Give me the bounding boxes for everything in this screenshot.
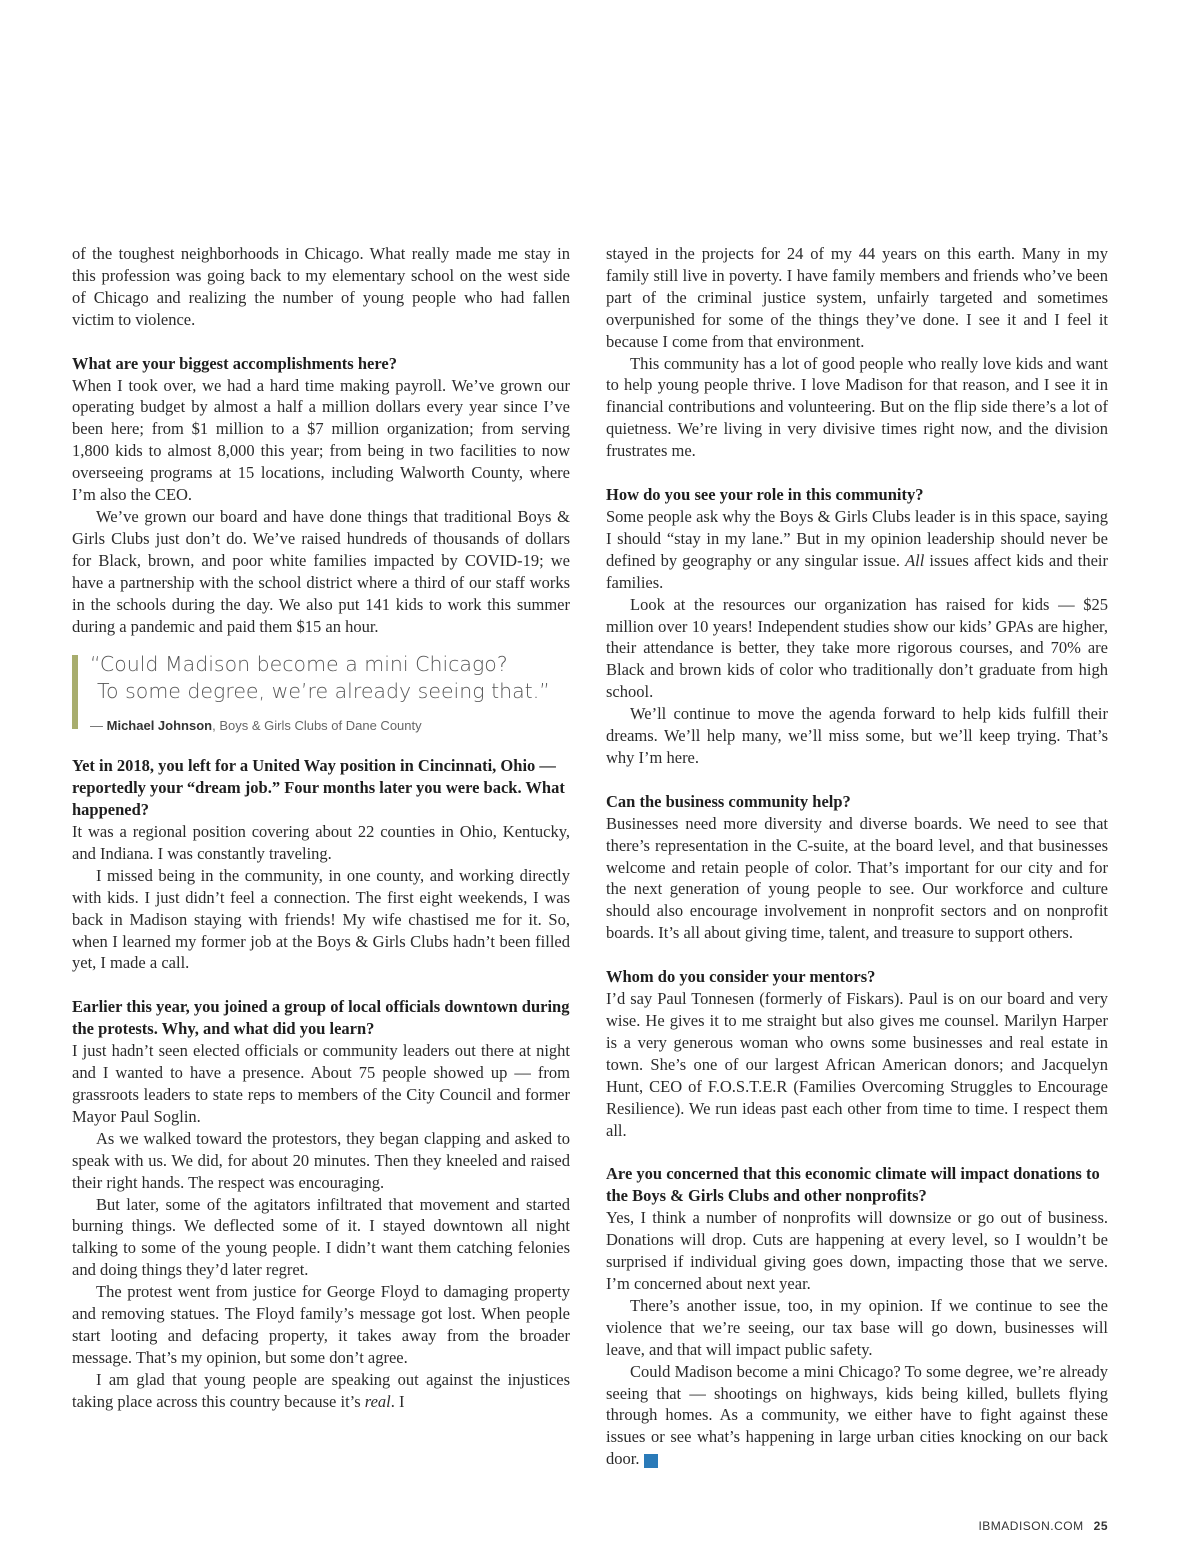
paragraph: I just hadn’t seen elected officials or community leaders out there at night and I wanted to have a presence. About 75 people showed up — from grassroots leaders to state reps to members of the City Council and former Mayor Paul Soglin. xyxy=(72,1041,570,1126)
pull-quote-bar xyxy=(72,655,78,729)
paragraph: Yes, I think a number of nonprofits will downsize or go out of business. Donations will drop. Cuts are happening at every level, so I wouldn’t be surprised if individual giving goes down, impacting those that we serve. I’m concerned about next year. xyxy=(606,1208,1108,1293)
paragraph: I am glad that young people are speaking out against the injustices taking place across this country because it’s real. I xyxy=(72,1369,570,1411)
paragraph: As we walked toward the protestors, they began clapping and asked to speak with us. We did, for about 20 minutes. Then they kneeled and raised their right hands. The respect was encouraging. xyxy=(72,1128,570,1192)
question-heading: Can the business community help? xyxy=(606,791,851,811)
paragraph: of the toughest neighborhoods in Chicago. What really made me stay in this profession was going back to my elementary school on the west side of Chicago and realizing the number of young people who had fallen victim to violence. xyxy=(72,244,570,329)
pull-quote-attribution: — Michael Johnson, Boys & Girls Clubs of Dane County xyxy=(90,718,422,734)
attribution-name: Michael Johnson xyxy=(106,718,213,734)
question-heading: Are you concerned that this economic climate will impact donations to the Boys & Girls Clubs and other nonprofits? xyxy=(606,1164,1100,1206)
paragraph: But later, some of the agitators infiltrated that movement and started burning things. We deflected some of it. I stayed downtown all night talking to some of the young people. I didn’t want them catching felonies and doing things they’d later regret. xyxy=(72,1194,570,1280)
paragraph: When I took over, we had a hard time making payroll. We’ve grown our operating budget by almost a half a million dollars every year since I’ve been here; from $1 million to a $7 million organization; from serving 1,800 kids to almost 8,000 this year; from being in two facilities to now overseeing programs at 15 locations, including Walworth County, where I’m also the CEO. xyxy=(72,375,570,505)
question-heading: How do you see your role in this community? xyxy=(606,485,924,505)
pull-quote-line: “Could Madison become a mini Chicago? xyxy=(90,652,508,677)
ib-logo-icon: IB xyxy=(644,1454,658,1468)
page-footer xyxy=(978,1519,1108,1533)
question-heading: Whom do you consider your mentors? xyxy=(606,967,876,987)
paragraph: It was a regional position covering about 22 counties in Ohio, Kentucky, and Indiana. I was constantly traveling. xyxy=(72,822,570,863)
paragraph: There’s another issue, too, in my opinion. If we continue to see the violence that we’re seeing, our tax base will go down, businesses will leave, and that will impact public safety. xyxy=(606,1295,1108,1359)
page-number: 25 xyxy=(1093,1519,1108,1533)
paragraph: This community has a lot of good people who really love kids and want to help young people thrive. I love Madison for that reason, and I see it in financial contributions and volunteering. But on the flip side there’s a lot of quietness. We’re living in very divisive times right now, and the division frustrates me. xyxy=(606,353,1108,461)
paragraph: Look at the resources our organization has raised for kids — $25 million over 10 years! Independent studies show our kids’ GPAs are higher, their attendance is better, they take more rigorous courses, and 70% are Black and brown kids of color who traditionally don’t graduate from high school. xyxy=(606,594,1108,702)
paragraph: Could Madison become a mini Chicago? To some degree, we’re already seeing that — shootings on highways, kids being killed, bullets flying through homes. As a community, we either have to fight against these issues or see what’s happening in large urban cities knocking on our back door. IB xyxy=(606,1361,1108,1469)
paragraph: Businesses need more diversity and diverse boards. We need to see that there’s representation in the C-suite, at the board level, and that businesses welcome and retain people of color. That’s important for our city and for the next generation of young people to see. Our workforce and culture should also encourage involvement in nonprofit sectors and on nonprofit boards. It’s all about giving time, talent, and treasure to support others. xyxy=(606,813,1108,943)
pull-quote-text xyxy=(90,651,570,705)
attribution-org: , Boys & Girls Clubs of Dane County xyxy=(212,718,422,734)
question-heading: Yet in 2018, you left for a United Way position in Cincinnati, Ohio — reportedly your “dream job.” Four months later you were back. What happened? xyxy=(72,756,565,820)
pull-quote xyxy=(72,651,570,737)
paragraph: We’ll continue to move the agenda forward to help kids fulfill their dreams. We’ll help many, we’ll miss some, but we’ll keep trying. That’s why I’m here. xyxy=(606,704,1108,767)
paragraph: I missed being in the community, in one county, and working directly with kids. I just didn’t feel a connection. The first eight weekends, I was back in Madison staying with friends! My wife chastised me for it. So, when I learned my former job at the Boys & Girls Clubs hadn’t been filled yet, I made a call. xyxy=(72,865,570,973)
question-heading: Earlier this year, you joined a group of local officials downtown during the protests. Why, and what did you learn? xyxy=(72,997,570,1039)
paragraph: The protest went from justice for George Floyd to damaging property and removing statues. The Floyd family’s message got lost. When people start looting and defacing property, it takes away from the broader message. That’s my opinion, but some don’t agree. xyxy=(72,1282,570,1367)
question-heading: What are your biggest accomplishments here? xyxy=(72,353,397,373)
paragraph: Some people ask why the Boys & Girls Clubs leader is in this space, saying I should “stay in my lane.” But in my opinion leadership should never be defined by geography or any singular issue. All issues affect kids and their families. xyxy=(606,506,1109,592)
paragraph: I’d say Paul Tonnesen (formerly of Fiskars). Paul is on our board and very wise. He gives it to me straight but also gives me counsel. Marilyn Harper is a very generous woman who owns some businesses and real estate in town. She’s one of our largest African American donors; and Jacquelyn Hunt, CEO of F.O.S.T.E.R (Families Overcoming Struggles to Encourage Resilience). We run ideas past each other from time to time. I respect them all. xyxy=(606,989,1108,1140)
paragraph: stayed in the projects for 24 of my 44 years on this earth. Many in my family still live in poverty. I have family members and friends who’ve been part of the criminal justice system, unfairly targeted and sometimes overpunished for some of the things they’ve done. I see it and I feel it because I come from that environment. xyxy=(606,244,1108,351)
paragraph: We’ve grown our board and have done things that traditional Boys & Girls Clubs just don’t do. We’ve raised hundreds of thousands of dollars for Black, brown, and poor white families impacted by COVID-19; we have a partnership with the school district where a third of our staff works in the schools during the day. We also put 141 kids to work this summer during a pandemic and paid them $15 an hour. xyxy=(72,506,570,636)
left-column xyxy=(72,243,570,1413)
footer-site: IBMADISON.COM xyxy=(978,1519,1084,1533)
right-column xyxy=(606,243,1108,1470)
pull-quote-line: To some degree, we’re already seeing that.” xyxy=(97,679,550,704)
